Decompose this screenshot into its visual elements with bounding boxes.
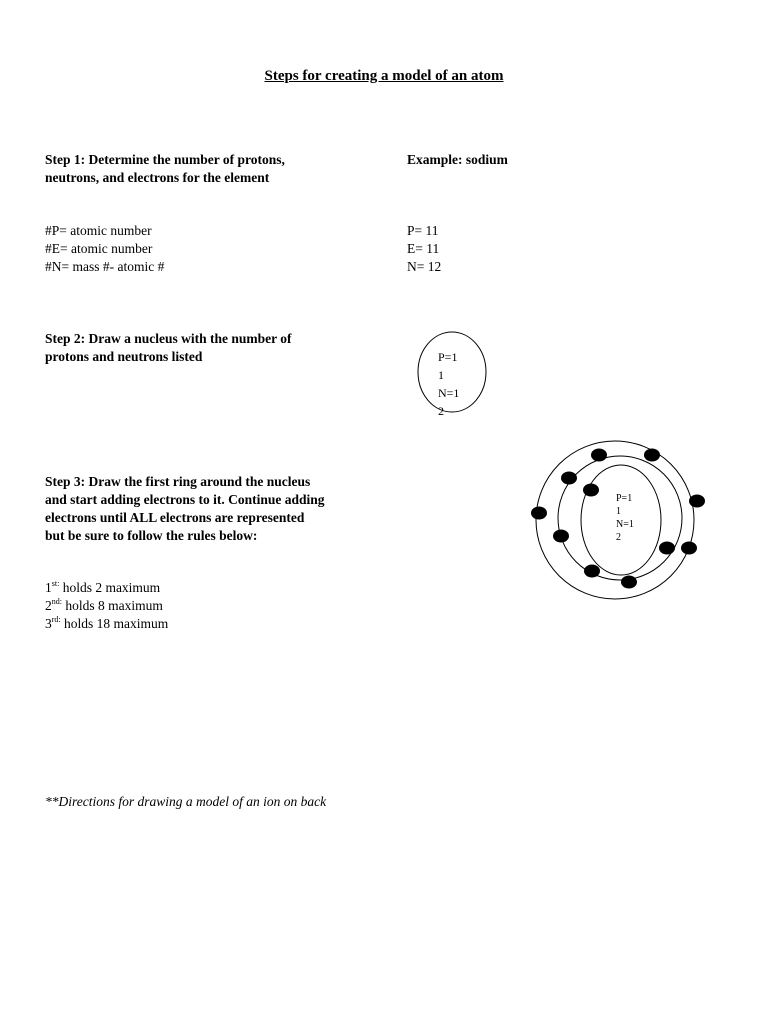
footer-note: **Directions for drawing a model of an ion on back: [45, 794, 327, 809]
atom-nucleus-neutrons-cont: 2: [616, 532, 621, 543]
electron: [583, 484, 599, 497]
atom-nucleus-neutrons: N=1: [616, 519, 634, 530]
rule-electrons: #E= atomic number: [45, 241, 153, 256]
nucleus-label: [438, 348, 472, 415]
page-title: Steps for creating a model of an atom: [264, 68, 504, 84]
atom-nucleus-label: [616, 492, 642, 546]
nucleus-protons-cont: 1: [438, 368, 444, 382]
electron: [681, 542, 697, 555]
electron: [584, 565, 600, 578]
atom-nucleus-protons-cont: 1: [616, 506, 621, 517]
electron: [689, 495, 705, 508]
nucleus-neutrons: N=1: [438, 386, 460, 400]
shell-rule-3: $3^{rd:}$ holds 18 maximum: [45, 615, 169, 631]
step3-heading-line: but be sure to follow the rules below:: [45, 528, 258, 543]
step3-heading-line: electrons until ALL electrons are represented: [45, 510, 305, 525]
rule-protons: #P= atomic number: [45, 223, 152, 238]
nucleus-protons: P=1: [438, 350, 458, 364]
electron: [591, 449, 607, 462]
electron: [659, 542, 675, 555]
electron-shell-3: [536, 441, 694, 599]
step2-heading-line: protons and neutrons listed: [45, 349, 203, 364]
atom-nucleus-protons: P=1: [616, 493, 633, 504]
step1-heading-line: Step 1: Determine the number of protons,: [45, 152, 285, 167]
electron: [561, 472, 577, 485]
nucleus-neutrons-cont: 2: [438, 404, 444, 415]
step1-heading-line: neutrons, and electrons for the element: [45, 170, 270, 185]
rule-neutrons: #N= mass #- atomic #: [45, 259, 165, 274]
example-label: Example: sodium: [407, 152, 508, 167]
electron: [621, 576, 637, 589]
electron: [644, 449, 660, 462]
step2-heading-line: Step 2: Draw a nucleus with the number of: [45, 331, 292, 346]
shell-rule-1: $1^{st:}$ holds 2 maximum: [45, 579, 161, 595]
step3-heading-line: Step 3: Draw the first ring around the nucleus: [45, 474, 311, 489]
example-electrons: E= 11: [407, 241, 440, 256]
step3-heading-line: and start adding electrons to it. Continue adding: [45, 492, 325, 507]
electron: [553, 530, 569, 543]
example-protons: P= 11: [407, 223, 439, 238]
electron: [531, 507, 547, 520]
example-neutrons: N= 12: [407, 259, 442, 274]
shell-rule-2: $2^{nd:}$ holds 8 maximum: [45, 597, 163, 613]
